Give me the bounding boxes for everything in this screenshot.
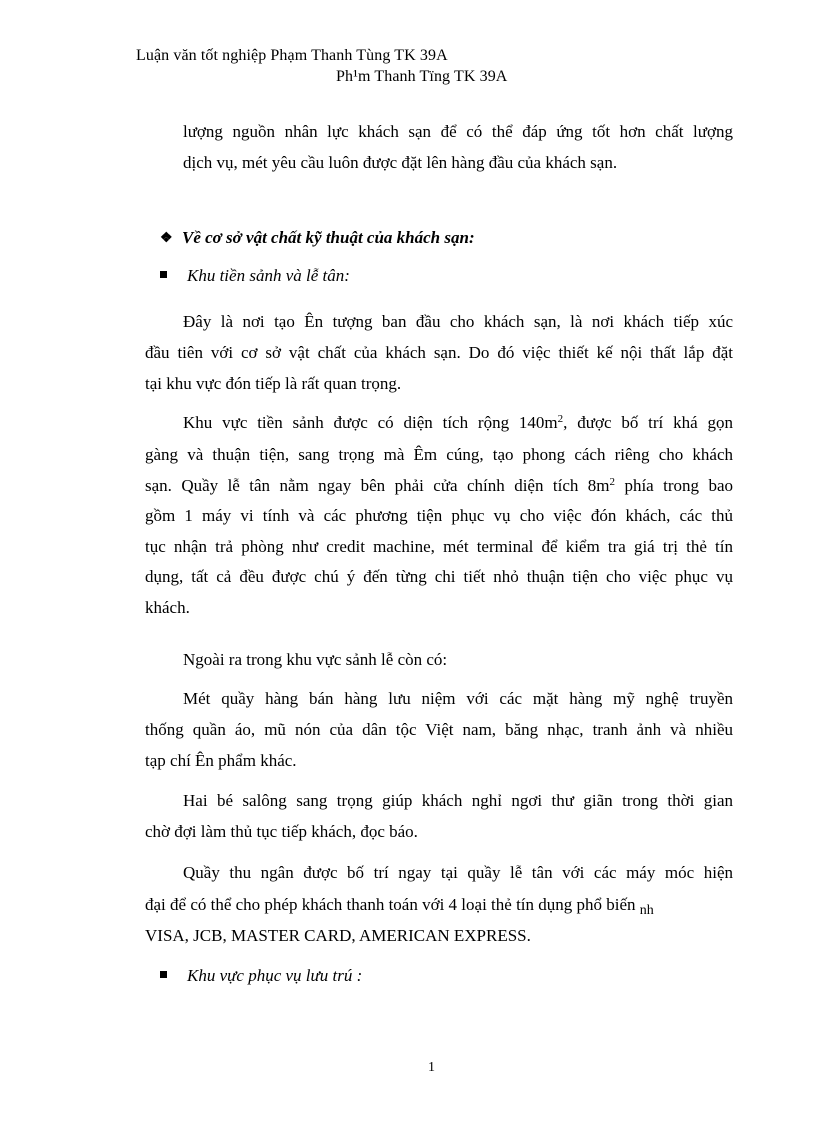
lobby-paragraph-1 xyxy=(183,307,733,338)
lobby-paragraph-4 xyxy=(183,684,733,715)
text-line: Mét quầy hàng bán hàng lưu niệm với các mặt hàng mỹ nghệ truyền xyxy=(183,689,733,708)
header-line-2: Ph¹m Thanh Tïng TK 39A xyxy=(336,68,508,85)
text-line: Quầy thu ngân được bố trí ngay tại quầy lễ tân với các máy móc hiện xyxy=(183,863,733,882)
text-line: Ngoài ra trong khu vực sảnh lễ còn có: xyxy=(183,650,448,669)
square-bullet-icon xyxy=(160,971,167,978)
text-line: lượng nguồn nhân lực khách sạn để có thể đáp ứng tốt hơn chất lượng xyxy=(183,122,733,141)
page-number: 1 xyxy=(428,1060,435,1075)
text-line: Hai bé salông sang trọng giúp khách nghỉ ngơi thư giãn trong thời gian xyxy=(183,791,733,810)
text-line: dịch vụ, mét yêu cầu luôn được đặt lên hàng đầu của khách sạn. xyxy=(183,152,618,172)
text-line: khách. xyxy=(145,597,190,617)
lobby-paragraph-5 xyxy=(183,786,733,817)
lobby-paragraph-4-cont xyxy=(145,715,733,776)
text-line: chờ đợi làm thủ tục tiếp khách, đọc báo. xyxy=(145,822,418,841)
section-heading xyxy=(160,228,475,248)
lodging-subheading-text: Khu vực phục vụ lưu trú : xyxy=(187,966,363,985)
text-line: gàng và thuận tiện, sang trọng mà Êm cúng, tạo phong cách riêng cho khách xyxy=(145,445,733,464)
lobby-paragraph-2 xyxy=(183,408,733,439)
lobby-paragraph-2-cont xyxy=(145,440,733,623)
text-line: sạn. Quầy lễ tân nằm ngay bên phải cửa chính diện tích $8m^2$ phía trong bao xyxy=(145,475,733,495)
lobby-paragraph-6-cont xyxy=(145,890,733,951)
lobby-paragraph-6 xyxy=(183,858,733,889)
text-line: tạp chí Ên phẩm khác. xyxy=(145,750,297,770)
lodging-subheading xyxy=(160,966,362,986)
text-line: Khu vực tiền sảnh được có diện tích rộng $140m^2$, được bố trí khá gọn xyxy=(183,413,733,432)
text-line: VISA, JCB, MASTER CARD, AMERICAN EXPRESS. xyxy=(145,925,531,945)
text-line: gồm 1 máy vi tính và các phương tiện phục vụ cho việc đón khách, các thủ xyxy=(145,506,733,525)
lobby-paragraph-5-cont xyxy=(145,817,733,848)
text-line: tại khu vực đón tiếp là rất quan trọng. xyxy=(145,373,402,393)
trailing-fragment: nh xyxy=(639,903,654,918)
text-line: đại để có thể cho phép khách thanh toán với 4 loại thẻ tín dụng phổ biến $_{nh}$ xyxy=(145,895,654,918)
text-line: thống quần áo, mũ nón của dân tộc Việt nam, băng nhạc, tranh ảnh và nhiều xyxy=(145,720,733,739)
lobby-paragraph-3 xyxy=(183,645,733,676)
text-line: Đây là nơi tạo Ên tượng ban đầu cho khách sạn, là nơi khách tiếp xúc xyxy=(183,312,733,331)
text-line: đầu tiên với cơ sở vật chất của khách sạn. Do đó việc thiết kế nội thất lắp đặt xyxy=(145,343,733,362)
square-bullet-icon xyxy=(160,271,167,278)
intro-paragraph xyxy=(183,117,733,178)
text-line: dụng, tất cả đều được chú ý đến từng chi tiết nhỏ thuận tiện cho việc phục vụ xyxy=(145,567,733,586)
lobby-paragraph-1-cont xyxy=(145,338,733,399)
diamond-bullet-icon: ❖ xyxy=(160,231,173,246)
section-heading-text: Về cơ sở vật chất kỹ thuật của khách sạn: xyxy=(182,228,475,247)
lobby-subheading xyxy=(160,266,350,286)
text-line: tục nhận trả phòng như credit machine, mét terminal để kiểm tra giá trị thẻ tín xyxy=(145,536,733,556)
header-line-1: Luận văn tốt nghiệp Phạm Thanh Tùng TK 39A xyxy=(136,47,448,64)
lobby-subheading-text: Khu tiền sảnh và lễ tân: xyxy=(187,266,350,285)
